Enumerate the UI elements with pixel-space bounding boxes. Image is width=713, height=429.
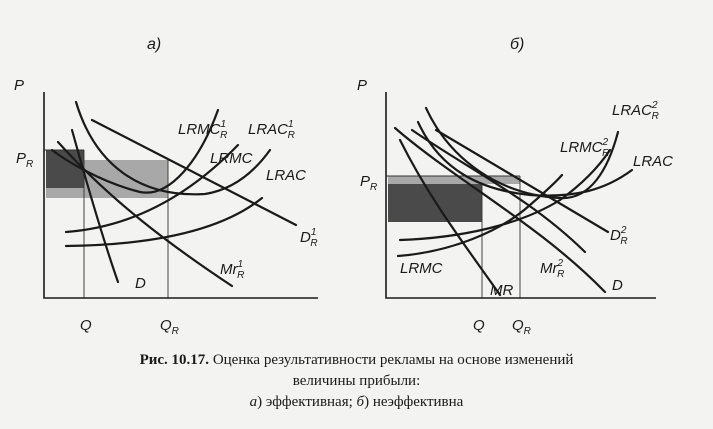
caption-text-1: Оценка результативности рекламы на основе изменений — [212, 352, 574, 368]
panel-b-mr-label: MR — [490, 282, 514, 299]
panel-b-title: б) — [510, 36, 525, 53]
panel-a-d-curve — [72, 130, 118, 282]
caption-line-2: величины прибыли: — [292, 373, 421, 389]
panel-b-lrmc-label: LRMC — [400, 260, 443, 277]
panel-a-q-label: Q — [80, 317, 92, 334]
panel-b-lrmc2-label: LRMC$^2$ R — [560, 137, 610, 159]
panel-a-lrmc1-label: LRMC$^1$ R — [178, 119, 228, 141]
caption-a-letter: а — [249, 394, 258, 410]
panel-a-axis-p: P — [14, 77, 25, 94]
panel-b-price-label: $P_R$ — [360, 173, 378, 193]
panel-b-q-label: Q — [473, 317, 485, 334]
figure-caption — [0, 350, 713, 413]
panel-a-price-label: $P_R$ — [16, 150, 34, 170]
panel-b-mr2-label: Mr$^2$ R — [540, 258, 565, 280]
panel-b-axis-p: P — [357, 77, 368, 94]
caption-b-letter: б — [356, 394, 365, 410]
caption-b-text: ) неэффективна — [364, 394, 464, 410]
panel-b-qr-label: $Q_R$ — [512, 317, 531, 337]
panel-a-qr-label: $Q_R$ — [160, 317, 179, 337]
caption-line-3 — [0, 392, 713, 413]
panel-a-title: а) — [147, 36, 162, 53]
panel-a-lrac1-label: LRAC$^1$ R — [248, 119, 295, 141]
panel-b-lrac-label: LRAC — [633, 153, 674, 170]
panel-a — [14, 36, 318, 337]
panel-b-d2-label: $D^2$ R — [610, 225, 628, 247]
panel-a-d-label: D — [135, 275, 146, 292]
panel-b — [357, 36, 673, 337]
panel-a-lrac-label: LRAC — [266, 167, 307, 184]
panel-b-d-label: D — [612, 277, 623, 294]
caption-a-text: ) эффективная; — [257, 394, 357, 410]
panel-a-d1-label: $D^1$ R — [300, 227, 318, 249]
panel-a-mr1-label: Mr$^1$ R — [220, 259, 245, 281]
panel-a-lrmc-label: LRMC — [210, 150, 253, 167]
caption-fig-label: Рис. 10.17. — [139, 352, 210, 368]
caption-line-1 — [0, 350, 713, 371]
panel-b-lrac2-label: LRAC$^2$ R — [612, 100, 659, 122]
